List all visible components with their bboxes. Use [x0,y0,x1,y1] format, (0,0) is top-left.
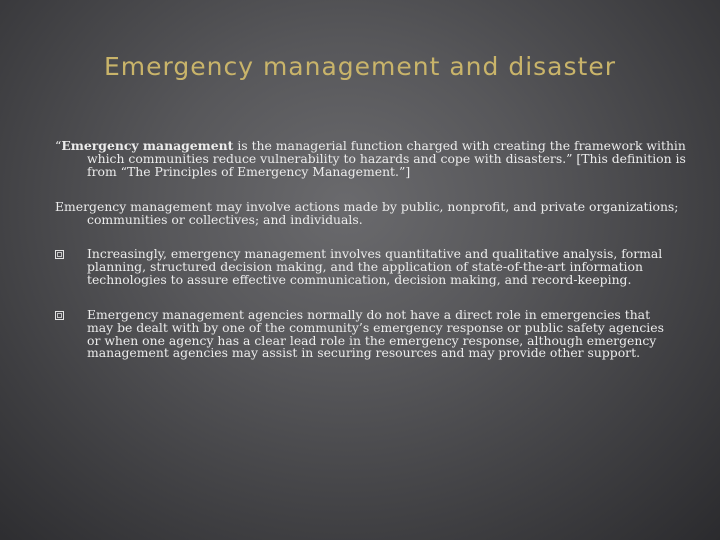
definition-text: is the managerial function charged with creating the framework within which communities reduce vulnerability to hazards and cope with disasters.” [This definition is from “The Principles of Emergency Management.”] [87,138,686,179]
bullet-item [55,248,680,286]
bullet-text: Increasingly, emergency management involves quantitative and qualitative analysis, formal planning, structured decision making, and the application of state-of-the-art information technologies to assure effective communication, decision making, and record-keeping. [87,246,663,287]
involvement-paragraph: Emergency management may involve actions made by public, nonprofit, and private organizations; communities or collectives; and individuals. [55,199,679,227]
bullet-text: Emergency management agencies normally do not have a direct role in emergencies that may be dealt with by one of the community’s emergency response or public safety agencies or when one agency has a clear lead role in the emergency response, although emergency management agencies may assist in securing resources and may provide other support. [87,307,664,361]
definition-term: Emergency management [61,138,234,153]
definition-paragraph [55,140,712,178]
box-bullet-icon [55,250,64,259]
definition-open-quote: “ [55,138,62,153]
bullet-item [55,309,680,360]
slide-title: Emergency management and disaster [104,52,616,81]
box-bullet-icon [55,311,64,320]
